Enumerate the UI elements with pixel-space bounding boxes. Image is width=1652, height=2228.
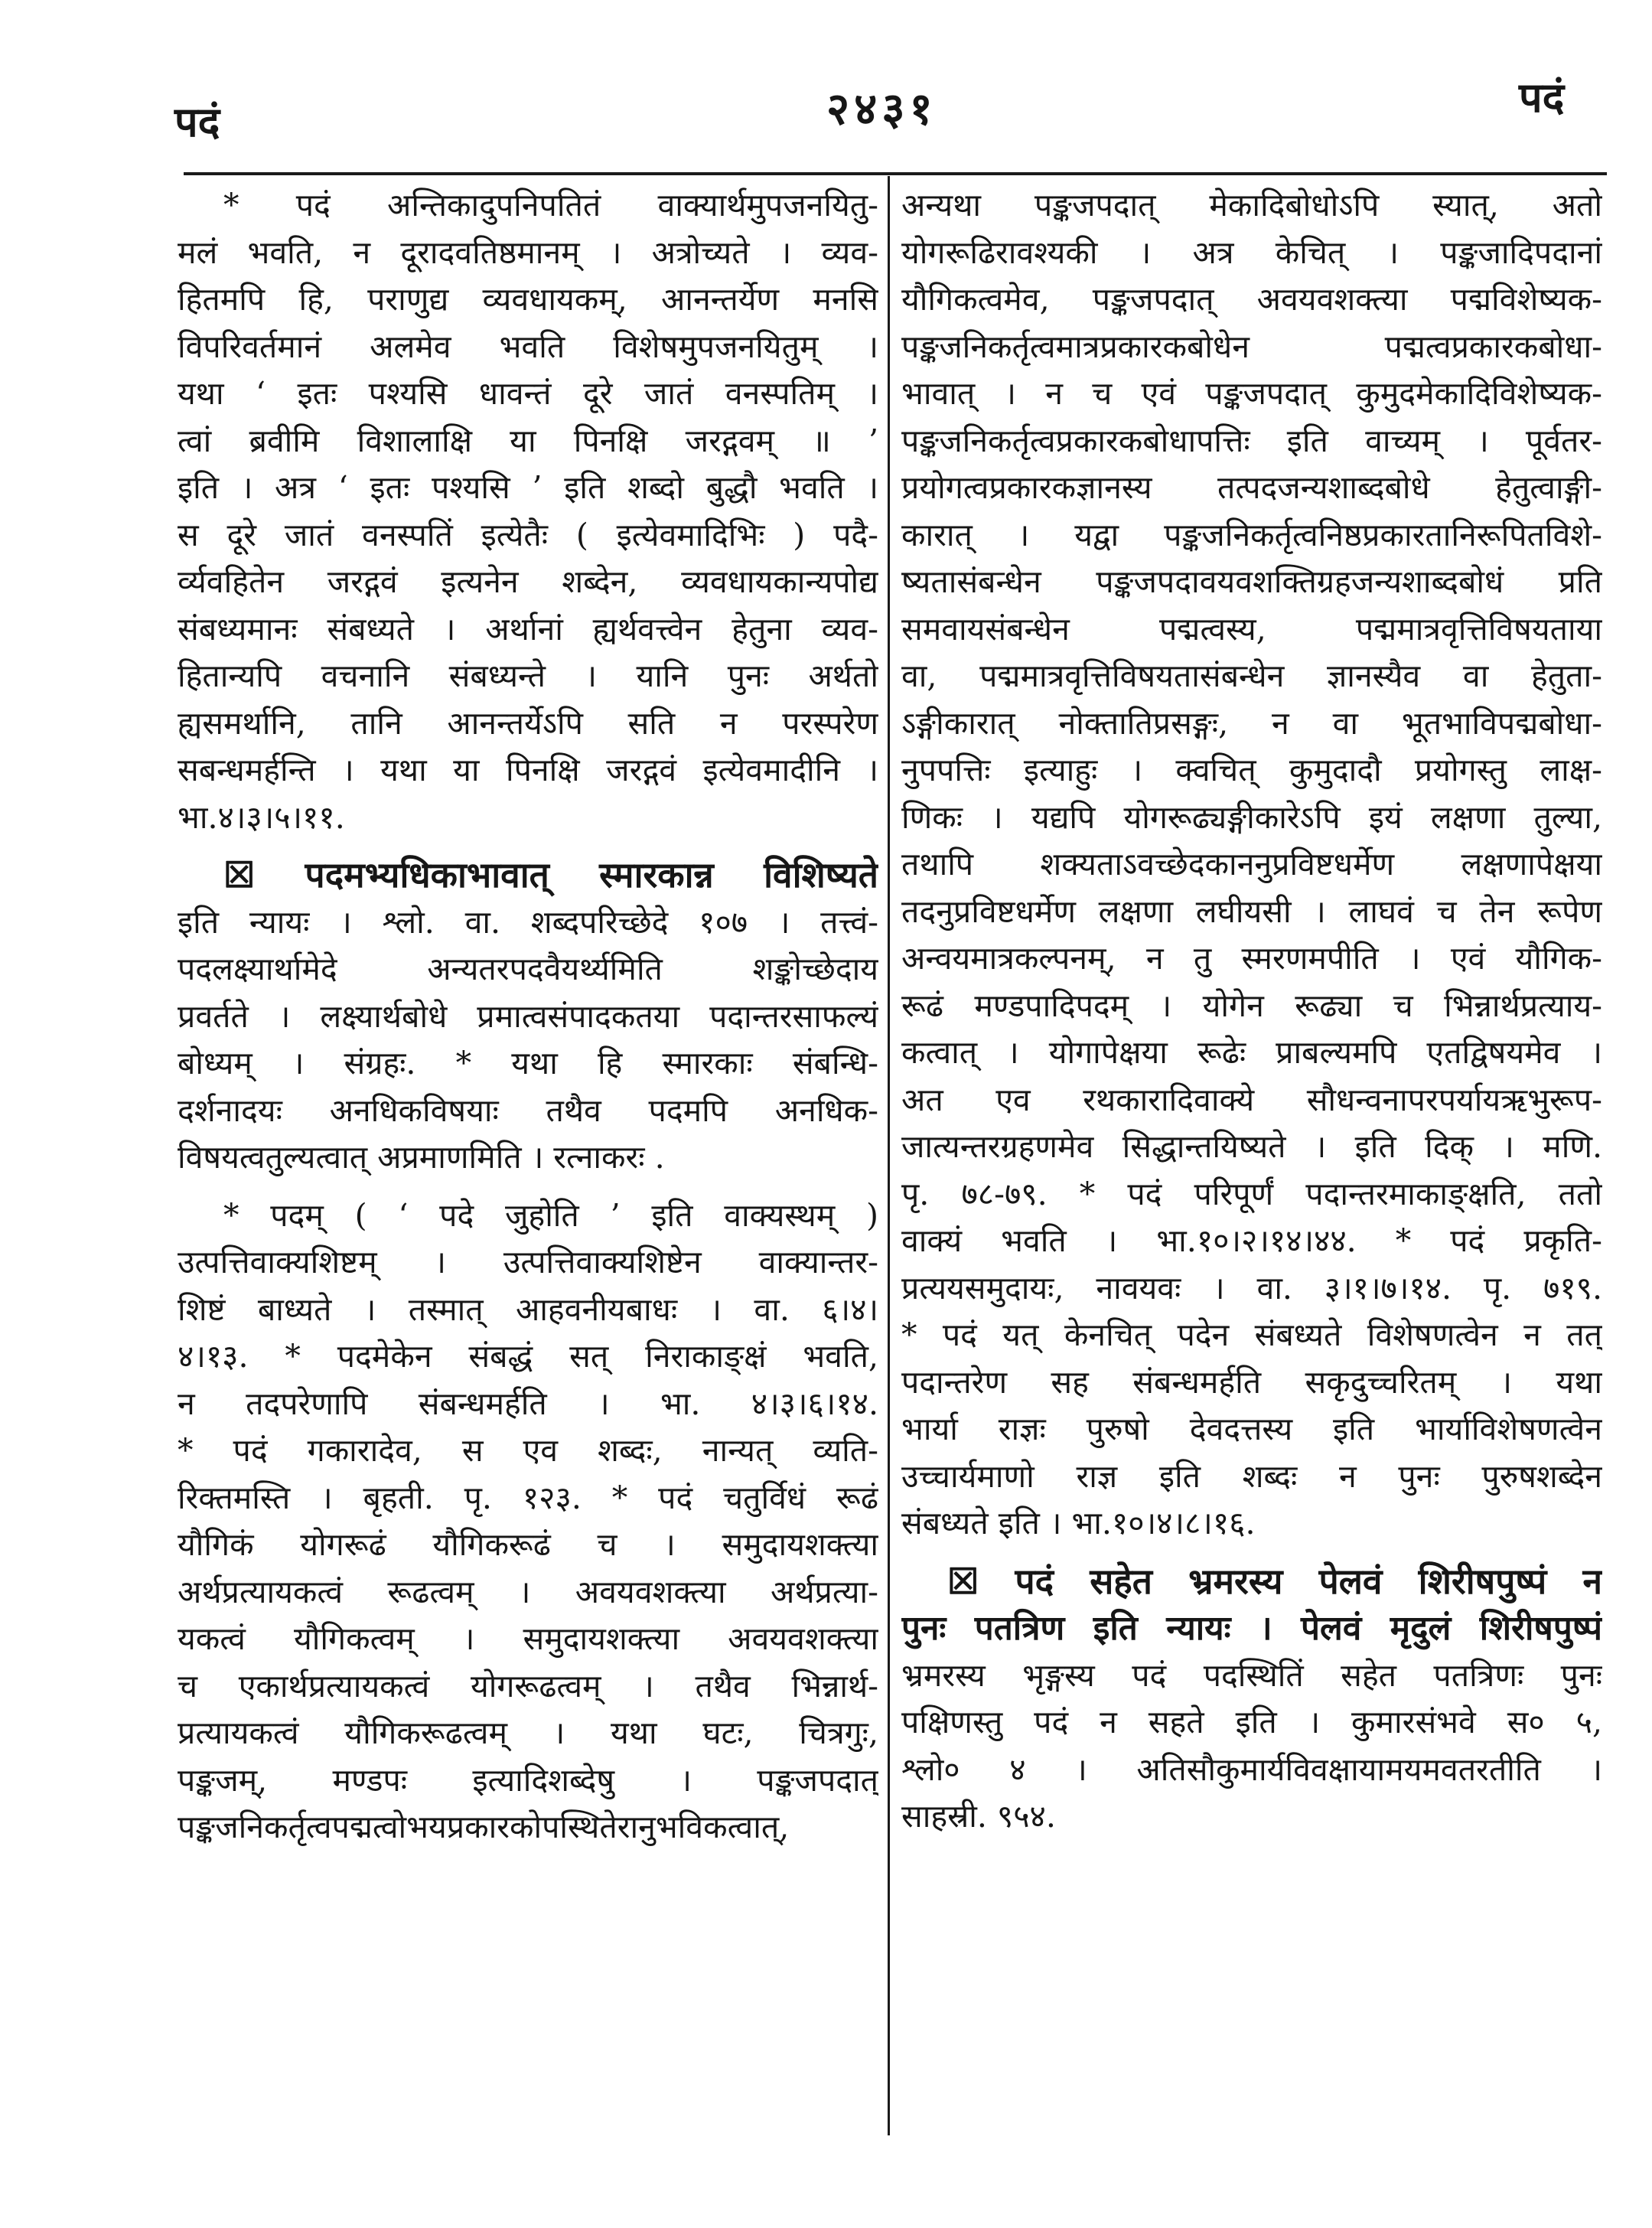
text-line: * पदं गकारादेव, स एव शब्दः, नान्यत् व्यति- bbox=[178, 1432, 878, 1469]
text-line: साहस्री. ९५४. bbox=[901, 1798, 1056, 1835]
text-line: ऽङ्गीकारात् नोक्तातिप्रसङ्गः, न वा भूतभाविपद्मबोधा- bbox=[901, 704, 1602, 742]
text-line: तदनुप्रविष्टधर्मेण लक्षणा लघीयसी । लाघवं च तेन रूपेण bbox=[901, 892, 1602, 930]
text-line: र्व्यवहितेन जरद्गवं इत्यनेन शब्देन, व्यवधायकान्यपोद्य bbox=[178, 563, 878, 600]
text-line: भावात् । न च एवं पङ्कजपदात् कुमुदमेकादिविशेष्यक- bbox=[901, 375, 1602, 412]
text-line: भा.४।३।५।११. bbox=[178, 798, 345, 836]
text-line: अन्यथा पङ्कजपदात् मेकादिबोधोऽपि स्यात्, अतो bbox=[901, 187, 1602, 223]
text-line: प्रवर्तते । लक्ष्यार्थबोधे प्रमात्वसंपादकतया पदान्तरसाफल्यं bbox=[178, 997, 878, 1035]
right-column bbox=[901, 182, 1602, 1841]
text-line: भ्रमरस्य भृङ्गस्य पदं पदस्थितिं सहेत पतत्रिणः पुनः bbox=[901, 1656, 1602, 1694]
text-line: इति । अत्र ‘ इतः पश्यसि ’ इति शब्दो बुद्धौ भवति । bbox=[178, 469, 878, 506]
text-line: ४।१३. * पदमेकेन संबद्धं सत् निराकाङ्क्षं भवति, bbox=[178, 1338, 878, 1375]
text-line: हितमपि हि, पराणुद्य व्यवधायकम्, आनन्तर्येण मनसि bbox=[178, 281, 878, 318]
text-line: जात्यन्तरग्रहणमेव सिद्धान्तयिष्यते । इति दिक् । मणि. bbox=[901, 1128, 1602, 1165]
text-line: प्रत्यायकत्वं यौगिकरूढत्वम् । यथा घटः, चित्रगुः, bbox=[178, 1714, 878, 1751]
text-line: ह्यसमर्थानि, तानि आनन्तर्येऽपि सति न परस्परेण bbox=[178, 704, 878, 742]
text-line: तथापि शक्यताऽवच्छेदकाननुप्रविष्टधर्मेण लक्षणापेक्षया bbox=[901, 846, 1602, 882]
text-line: ष्यतासंबन्धेन पङ्कजपदावयवशक्तिग्रहजन्यशाब्दबोधं प्रति bbox=[901, 563, 1602, 600]
text-line: पङ्कजम्, मण्डपः इत्यादिशब्देषु । पङ्कजपदात् bbox=[178, 1761, 878, 1799]
text-line: सबन्धमर्हन्ति । यथा या पिनक्षि जरद्गवं इत्येवमादीनि । bbox=[178, 752, 878, 788]
text-line: यथा ‘ इतः पश्यसि धावन्तं दूरे जातं वनस्पतिम् । bbox=[178, 375, 878, 412]
text-line: रूढं मण्डपादिपदम् । योगेन रूढ्या च भिन्नार्थप्रत्याय- bbox=[901, 987, 1602, 1024]
text-line: अत एव रथकारादिवाक्ये सौधन्वनापरपर्यायऋभुरूप- bbox=[901, 1081, 1602, 1118]
text-line: पङ्कजनिकर्तृत्वमात्रप्रकारकबोधेन पद्मत्वप्रकारकबोधा- bbox=[901, 328, 1602, 365]
text-line: श्लो० ४ । अतिसौकुमार्यविवक्षायामयमवतरतीति । bbox=[901, 1750, 1602, 1788]
header-right-keyword: पदं bbox=[1519, 73, 1565, 122]
text-line: विषयत्वतुल्यत्वात् अप्रमाणमिति । रत्नाकरः . bbox=[178, 1139, 665, 1176]
text-line: बोध्यम् । संग्रहः. * यथा हि स्मारकाः संबन्धि- bbox=[178, 1045, 878, 1081]
text-line: रिक्तमस्ति । बृहती. पृ. १२३. * पदं चतुर्विधं रूढं bbox=[178, 1479, 878, 1516]
text-line: त्वां ब्रवीमि विशालाक्षि या पिनक्षि जरद्गवम् ॥ ’ bbox=[178, 422, 878, 459]
text-line: संबध्यते इति । भा.१०।४।८।१६. bbox=[901, 1505, 1256, 1541]
text-line: * पदं अन्तिकादुपनिपतितं वाक्यार्थमुपजनयितु- bbox=[223, 187, 878, 223]
text-line: यकत्वं यौगिकत्वम् । समुदायशक्त्या अवयवशक्त्या bbox=[178, 1620, 878, 1657]
text-line: पुनः पतत्रिण इति न्यायः । पेलवं मृदुलं शिरीषपुष्पं bbox=[901, 1609, 1602, 1648]
left-column bbox=[178, 182, 878, 1851]
text-line: ☒ पदमभ्यधिकाभावात् स्मारकान्न विशिष्यते bbox=[223, 854, 878, 895]
text-line: हितान्यपि वचनानि संबध्यन्ते । यानि पुनः अर्थतो bbox=[178, 657, 878, 694]
text-line: समवायसंबन्धेन पद्मत्वस्य, पद्ममात्रवृत्तिविषयताया bbox=[901, 610, 1602, 648]
page-header bbox=[0, 0, 1652, 153]
text-line: विपरिवर्तमानं अलमेव भवति विशेषमुपजनयितुम् । bbox=[178, 328, 878, 365]
text-line: स दूरे जातं वनस्पतिं इत्येतैः ( इत्येवमादिभिः ) पदै- bbox=[178, 516, 878, 553]
text-line: उच्चार्यमाणो राज्ञ इति शब्दः न पुनः पुरुषशब्देन bbox=[901, 1457, 1602, 1495]
column-divider bbox=[888, 176, 890, 2135]
text-line: यौगिकं योगरूढं यौगिकरूढं च । समुदायशक्त्या bbox=[178, 1526, 878, 1563]
text-line: भार्या राज्ञः पुरुषो देवदत्तस्य इति भार्याविशेषणत्वेन bbox=[901, 1411, 1602, 1447]
text-line: अर्थप्रत्यायकत्वं रूढत्वम् । अवयवशक्त्या अर्थप्रत्या- bbox=[178, 1573, 878, 1610]
text-line: प्रयोगत्वप्रकारकज्ञानस्य तत्पदजन्यशाब्दबोधे हेतुत्वाङ्गी- bbox=[901, 469, 1602, 506]
text-line: * पदं यत् केनचित् पदेन संबध्यते विशेषणत्वेन न तत् bbox=[901, 1316, 1602, 1353]
text-line: कारात् । यद्वा पङ्कजनिकर्तृत्वनिष्ठप्रकारतानिरूपितविशे- bbox=[901, 516, 1602, 553]
text-line: प्रत्ययसमुदायः, नावयवः । वा. ३।१।७।१४. पृ. ७१९. bbox=[901, 1269, 1602, 1306]
text-line: वा, पद्ममात्रवृत्तिविषयतासंबन्धेन ज्ञानस्यैव वा हेतुता- bbox=[901, 657, 1602, 694]
text-line: संबध्यमानः संबध्यते । अर्थानां ह्यर्थवत्त्वेन हेतुना व्यव- bbox=[178, 610, 878, 648]
page-number: २४३१ bbox=[826, 83, 937, 135]
text-line: णिकः । यद्यपि योगरूढ्यङ्गीकारेऽपि इयं लक्षणा तुल्या, bbox=[901, 798, 1602, 836]
text-line: कत्वात् । योगापेक्षया रूढेः प्राबल्यमपि एतद्विषयमेव । bbox=[901, 1034, 1602, 1071]
text-line: इति न्यायः । श्लो. वा. शब्दपरिच्छेदे १०७ । तत्त्वं- bbox=[178, 903, 878, 941]
text-line: पदलक्ष्यार्थामेदे अन्यतरपदवैयर्थ्यमिति शङ्कोच्छेदाय bbox=[178, 951, 878, 987]
text-line: योगरूढिरावश्यकी । अत्र केचित् । पङ्कजादिपदानां bbox=[901, 233, 1602, 271]
text-line: शिष्टं बाध्यते । तस्मात् आहवनीयबाधः । वा. ६।४। bbox=[178, 1290, 878, 1328]
text-line: * पदम् ( ‘ पदे जुहोति ’ इति वाक्यस्थम् ) bbox=[223, 1196, 878, 1234]
text-line: च एकार्थप्रत्यायकत्वं योगरूढत्वम् । तथैव भिन्नार्थ- bbox=[178, 1667, 878, 1704]
text-line: पदान्तरेण सह संबन्धमर्हति सकृदुच्चरितम् । यथा bbox=[901, 1363, 1602, 1401]
text-line: पक्षिणस्तु पदं न सहते इति । कुमारसंभवे स० ५, bbox=[901, 1704, 1602, 1740]
header-left-keyword: पदं bbox=[174, 97, 220, 146]
header-rule bbox=[184, 172, 1607, 175]
text-line: पङ्कजनिकर्तृत्वप्रकारकबोधापत्तिः इति वाच्यम् । पूर्वतर- bbox=[901, 422, 1602, 459]
text-line: पङ्कजनिकर्तृत्वपद्मत्वोभयप्रकारकोपस्थितेरानुभविकत्वात्, bbox=[178, 1809, 790, 1845]
text-line: यौगिकत्वमेव, पङ्कजपदात् अवयवशक्त्या पद्मविशेष्यक- bbox=[901, 281, 1602, 318]
text-line: दर्शनादयः अनधिकविषयाः तथैव पदमपि अनधिक- bbox=[178, 1091, 878, 1129]
text-line: मलं भवति, न दूरादवतिष्ठमानम् । अत्रोच्यते । व्यव- bbox=[178, 233, 878, 271]
text-line: नुपपत्तिः इत्याहुः । क्वचित् कुमुदादौ प्रयोगस्तु लाक्ष- bbox=[901, 752, 1602, 788]
text-line: ☒ पदं सहेत भ्रमरस्य पेलवं शिरीषपुष्पं न bbox=[947, 1560, 1602, 1602]
text-line: अन्वयमात्रकल्पनम्, न तु स्मरणमपीति । एवं यौगिक- bbox=[901, 940, 1602, 977]
text-line: पृ. ७८-७९. * पदं परिपूर्णं पदान्तरमाकाङ्क्षति, ततो bbox=[901, 1175, 1602, 1212]
text-line: न तदपरेणापि संबन्धमर्हति । भा. ४।३।६।१४. bbox=[178, 1385, 878, 1422]
text-line: वाक्यं भवति । भा.१०।२।१४।४४. * पदं प्रकृति- bbox=[901, 1222, 1602, 1259]
text-line: उत्पत्तिवाक्यशिष्टम् । उत्पत्तिवाक्यशिष्टेन वाक्यान्तर- bbox=[178, 1244, 878, 1280]
